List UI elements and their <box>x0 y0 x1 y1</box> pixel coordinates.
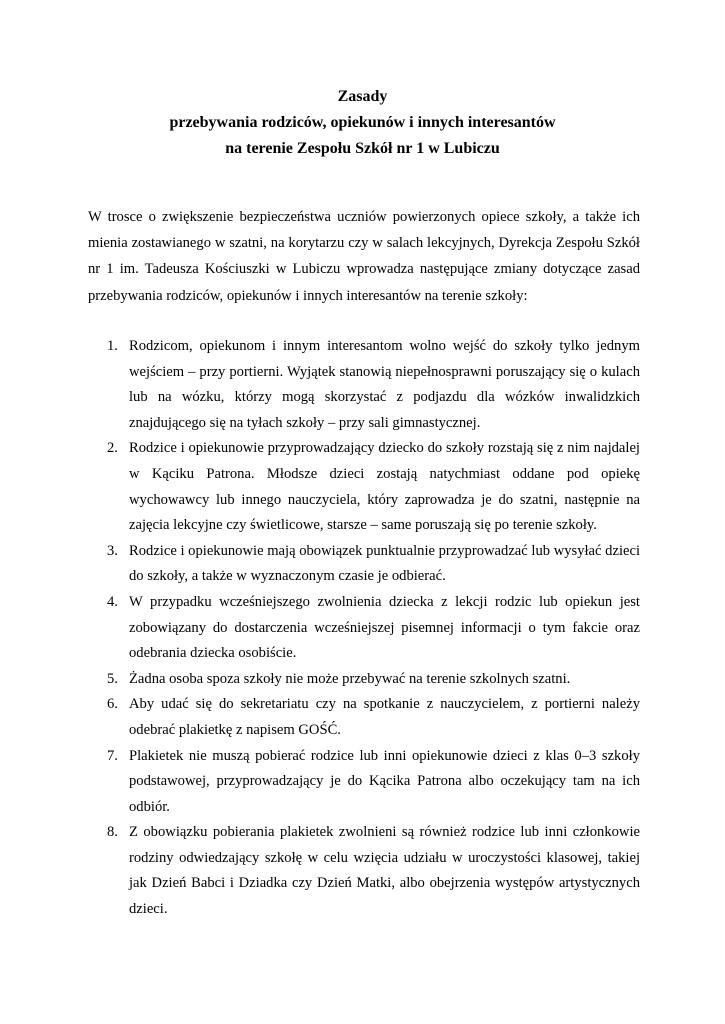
rule-text: Aby udać się do sekretariatu czy na spotkanie z nauczycielem, z portierni należy odebrać plakietkę z napisem GOŚĆ. <box>129 696 640 738</box>
rule-number: 7. <box>107 747 118 764</box>
rule-number: 4. <box>107 593 118 610</box>
rule-item-4 <box>92 590 640 667</box>
rule-number: 6. <box>107 696 118 713</box>
rule-number: 2. <box>107 440 118 457</box>
title-line-2: przebywania rodziców, opiekunów i innych interesantów <box>169 114 556 131</box>
rule-number: 1. <box>107 338 118 354</box>
rule-text: W przypadku wcześniejszego zwolnienia dziecka z lekcji rodzic lub opiekun jest zobowiązany do dostarczenia wcześniejszej pisemnej informacji o tym fakcie oraz odebrania dziecka osobiście. <box>129 593 640 662</box>
rule-item-6 <box>92 692 640 743</box>
intro-paragraph: W trosce o zwiększenie bezpieczeństwa uczniów powierzonych opiece szkoły, a także ich mienia zostawianego w szatni, na korytarzu czy w salach lekcyjnych, Dyrekcja Zespołu Szkół nr 1 im. Tadeusza Kościuszki w Lubiczu wprowadza następujące zmiany dotyczące zasad przebywania rodziców, opiekunów i innych interesantów na terenie szkoły: <box>88 209 640 304</box>
title-line-1: Zasady <box>337 88 388 105</box>
rule-item-8 <box>92 820 640 922</box>
document-title <box>0 84 725 162</box>
rules-list <box>92 334 640 923</box>
rule-text: Rodzicom, opiekunom i innym interesantom wolno wejść do szkoły tylko jednym wejściem – przy portierni. Wyjątek stanowią niepełnosprawni poruszający się o kulach lub na wózku, którzy mogą skorzystać z podjazdu dla wózków inwalidzkich znajdującego się na tyłach szkoły – przy sali gimnastycznej. <box>129 338 640 431</box>
rule-number: 3. <box>107 542 118 559</box>
rule-text: Rodzice i opiekunowie przyprowadzający dziecko do szkoły rozstają się z nim najdalej w Kąciku Patrona. Młodsze dzieci zostają natychmiast oddane pod opiekę wychowawcy lub innego nauczyciela, który zaprowadza je do szatni, następnie na zajęcia lekcyjne czy świetlicowe, starsze – same poruszają się po terenie szkoły. <box>129 440 640 534</box>
rule-item-1 <box>92 334 640 436</box>
rule-number: 5. <box>107 670 118 687</box>
rule-item-7 <box>92 744 640 821</box>
rule-number: 8. <box>107 824 118 841</box>
rule-text: Plakietek nie muszą pobierać rodzice lub inni opiekunowie dzieci z klas 0–3 szkoły podstawowej, przyprowadzający je do Kącika Patrona albo oczekujący tam na ich odbiór. <box>129 747 640 815</box>
title-line-3: na terenie Zespołu Szkół nr 1 w Lubiczu <box>225 140 500 157</box>
rule-item-2 <box>92 436 640 538</box>
rule-text: Żadna osoba spoza szkoły nie może przebywać na terenie szkolnych szatni. <box>129 670 571 687</box>
rule-text: Rodzice i opiekunowie mają obowiązek punktualnie przyprowadzać lub wysyłać dzieci do szkoły, a także w wyznaczonym czasie je odbierać. <box>129 542 641 585</box>
rule-item-5 <box>92 667 640 693</box>
rule-text: Z obowiązku pobierania plakietek zwolnieni są również rodzice lub inni członkowie rodziny odwiedzający szkołę w celu wzięcia udziału w uroczystości klasowej, takiej jak Dzień Babci i Dziadka czy Dzień Matki, albo obejrzenia występów artystycznych dzieci. <box>129 824 640 918</box>
rule-item-3 <box>92 539 640 590</box>
